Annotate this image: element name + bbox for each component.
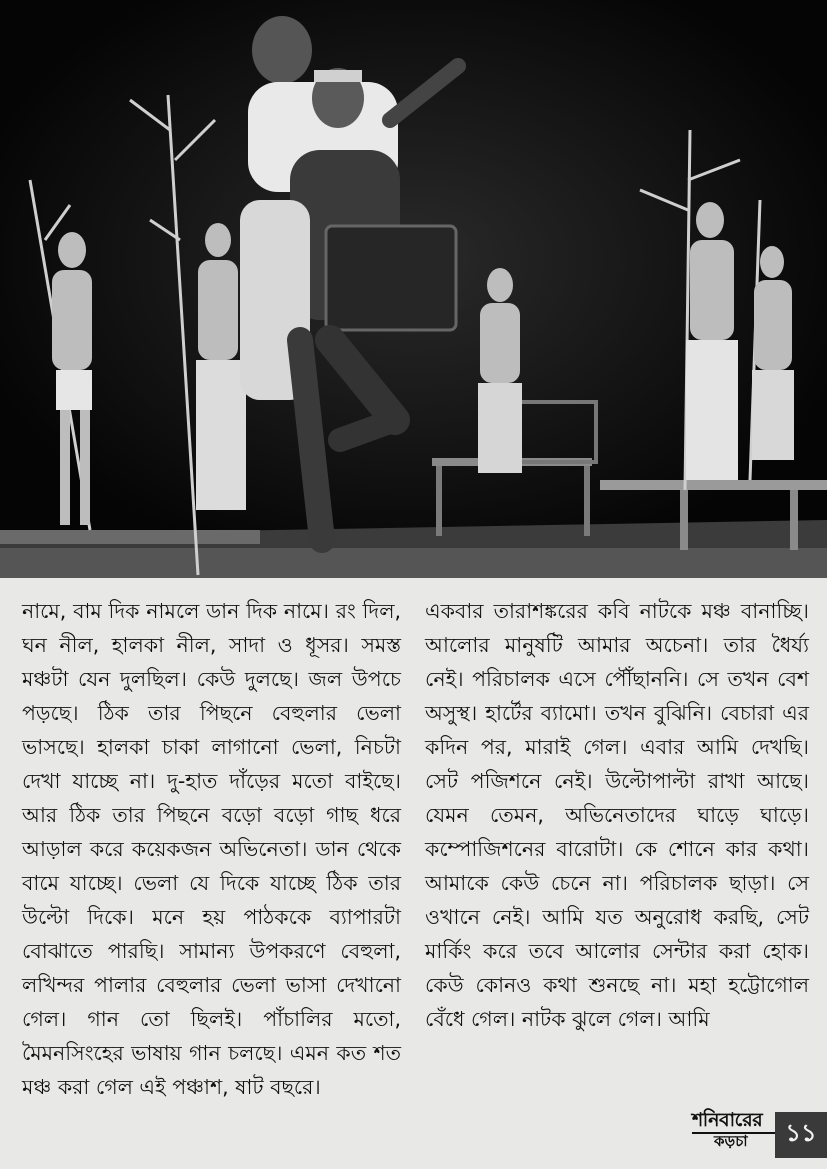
right-column-text: একবার তারাশঙ্করের কবি নাটকে মঞ্চ বানাচ্ছি। আলোর মানুষটি আমার অচেনা। তার ধৈর্য্য নেই। পরিচালক এসে পৌঁছাননি। সে তখন বেশ অসুস্থ। হার্টের ব্যামো। তখন বুঝিনি। বেচারা এর কদিন পর, মারাই গেল। এবার আমি দেখছি। সেট পজিশনে নেই। উল্টোপাল্টা রাখা আছে। যেমন তেমন, অভিনেতাদের ঘাড়ে ঘাড়ে। কম্পোজিশনের বারোটা। কে শোনে কার কথা। আমাকে কেউ চেনে না। পরিচালক ছাড়া। সে ওখানে নেই। আমি যত অনুরোধ করছি, সেট মার্কিং করে তবে আলোর সেন্টার করা হোক। কেউ কোনও কথা শুনছে না। মহা হট্টোগোল বেঁধে গেল। নাটক ঝুলে গেল। আমি (425, 599, 809, 1031)
left-column-text: নামে, বাম দিক নামলে ডান দিক নামে। রং দিল, ঘন নীল, হালকা নীল, সাদা ও ধূসর। সমস্ত মঞ্চটা যেন দুলছিল। কেউ দুলছে। জল উপচে পড়ছে। ঠিক তার পিছনে বেহুলার ভেলা ভাসছে। হালকা চাকা লাগানো ভেলা, নিচটা দেখা যাচ্ছে না। দু-হাত দাঁড়ের মতো বাইছে। আর ঠিক তার পিছনে বড়ো বড়ো গাছ ধরে আড়াল করে কয়েকজন অভিনেতা। ডান থেকে বামে যাচ্ছে। ভেলা যে দিকে যাচ্ছে ঠিক তার উল্টো দিকে। মনে হয় পাঠককে ব্যাপারটা বোঝাতে পারছি। সামান্য উপকরণে বেহুলা, লখিন্দর পালার বেহুলার ভেলা ভাসা দেখানো গেল। গান তো ছিলই। পাঁচালির মতো, মৈমনসিংহের ভাষায় গান চলছে। এমন কত শত মঞ্চ করা গেল এই পঞ্চাশ, ষাট বছরে। (22, 599, 401, 1099)
logo-top-text: শনিবারের (692, 1109, 763, 1131)
article-body (0, 578, 827, 1169)
magazine-logo (692, 1108, 778, 1158)
photo-illustration (0, 0, 827, 578)
page-number: ১১ (775, 1112, 827, 1158)
logo-bottom-text: কড়চা (714, 1132, 748, 1150)
stage-performance-photo (0, 0, 827, 578)
